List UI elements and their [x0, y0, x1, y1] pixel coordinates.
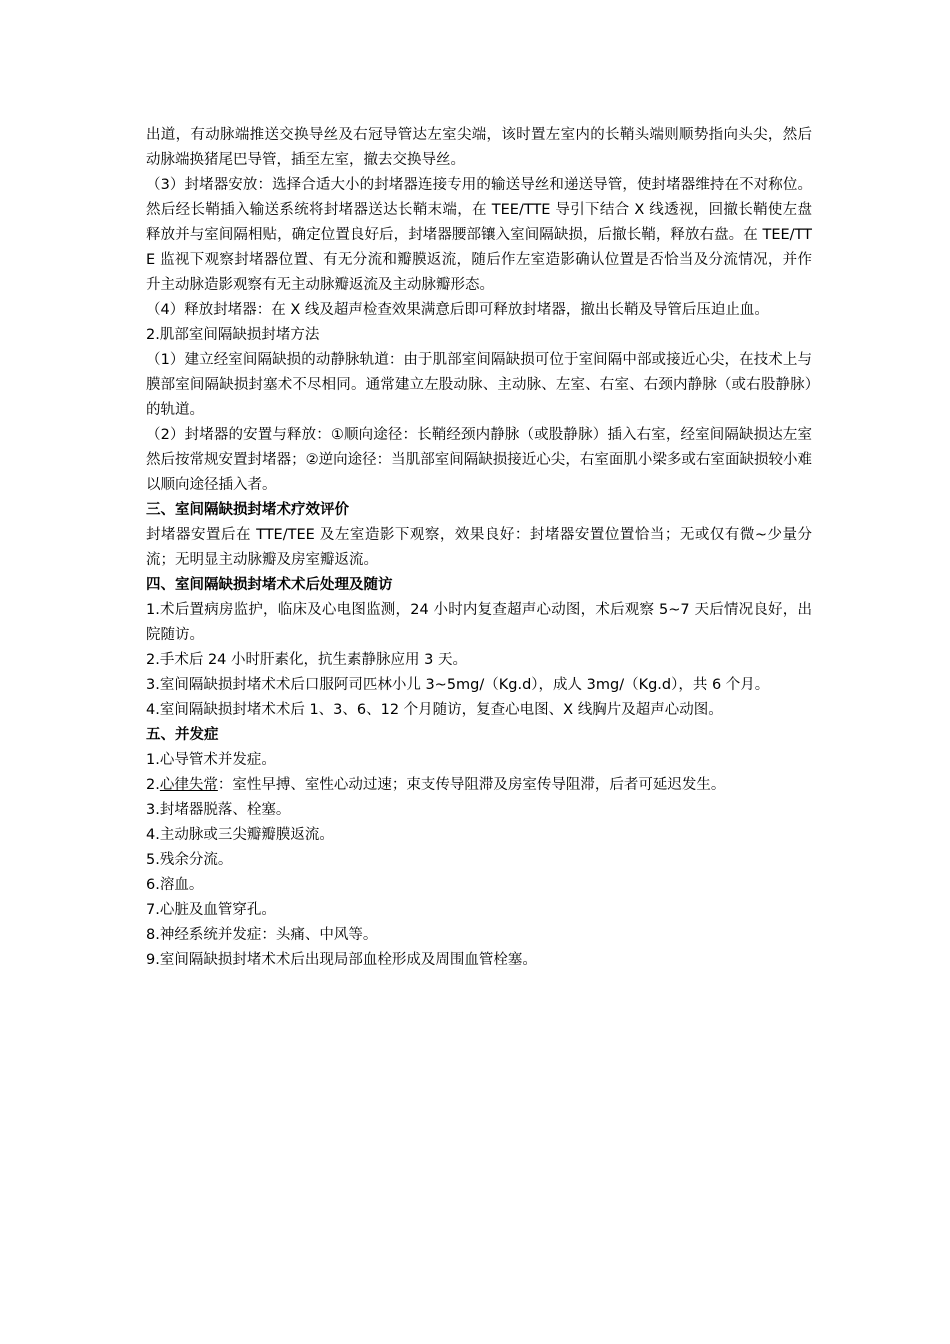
document-body — [146, 123, 812, 973]
list-item-complication-6: 6.溶血。 — [146, 877, 204, 893]
section-heading-efficacy: 三、室间隔缺损封堵术疗效评价 — [146, 502, 349, 518]
list-item-complication-5: 5.残余分流。 — [146, 852, 233, 868]
complication-detail: ：室性早搏、室性心动过速；束支传导阻滞及房室传导阻滞，后者可延迟发生。 — [217, 777, 726, 793]
subheading-muscular-vsd-method: 2.肌部室间隔缺损封堵方法 — [146, 327, 320, 343]
paragraph-arteriovenous-track: （1）建立经室间隔缺损的动静脉轨道：由于肌部室间隔缺损可位于室间隔中部或接近心尖，在技术上与膜部室间隔缺损封塞术不尽相同。通常建立左股动脉、主动脉、左室、右室、右颈内静脉（或右股静脉）的轨道。 — [146, 352, 812, 418]
list-item-complication-3: 3.封堵器脱落、栓塞。 — [146, 802, 291, 818]
list-item-postop-1: 1.术后置病房监护，临床及心电图监测，24 小时内复查超声心动图，术后观察 5~7 天后情况良好，出院随访。 — [146, 602, 812, 643]
paragraph-guidewire-exchange: 出道，有动脉端推送交换导丝及右冠导管达左室尖端，该时置左室内的长鞘头端则顺势指向头尖，然后动脉端换猪尾巴导管，插至左室，撤去交换导丝。 — [146, 127, 812, 168]
section-heading-postop-followup: 四、室间隔缺损封堵术术后处理及随访 — [146, 577, 393, 593]
list-item-complication-1: 1.心导管术并发症。 — [146, 752, 276, 768]
list-item-complication-4: 4.主动脉或三尖瓣瓣膜返流。 — [146, 827, 334, 843]
list-item-complication-9: 9.室间隔缺损封堵术术后出现局部血栓形成及周围血管栓塞。 — [146, 952, 537, 968]
paragraph-occluder-release: （4）释放封堵器：在 X 线及超声检查效果满意后即可释放封堵器，撤出长鞘及导管后压迫止血。 — [146, 302, 769, 318]
paragraph-occluder-placement-release: （2）封堵器的安置与释放：①顺向途径：长鞘经颈内静脉（或股静脉）插入右室，经室间隔缺损达左室然后按常规安置封堵器；②逆向途径：当肌部室间隔缺损接近心尖，右室面肌小梁多或右室面缺损较小难以顺向途径插入者。 — [146, 427, 812, 493]
section-heading-complications: 五、并发症 — [146, 727, 219, 743]
list-item-complication-2 — [146, 773, 812, 798]
list-item-complication-8: 8.神经系统并发症：头痛、中风等。 — [146, 927, 378, 943]
list-item-postop-2: 2.手术后 24 小时肝素化，抗生素静脉应用 3 天。 — [146, 652, 467, 668]
list-item-complication-7: 7.心脏及血管穿孔。 — [146, 902, 276, 918]
list-item-postop-3: 3.室间隔缺损封堵术术后口服阿司匹林小儿 3~5mg/（Kg.d），成人 3mg/（Kg.d），共 6 个月。 — [146, 677, 770, 693]
list-number: 2. — [146, 777, 160, 793]
term-arrhythmia: 心律失常 — [159, 777, 218, 793]
paragraph-efficacy: 封堵器安置后在 TTE/TEE 及左室造影下观察，效果良好：封堵器安置位置恰当；无或仅有微~少量分流；无明显主动脉瓣及房室瓣返流。 — [146, 527, 812, 568]
list-item-postop-4: 4.室间隔缺损封堵术术后 1、3、6、12 个月随访，复查心电图、X 线胸片及超声心动图。 — [146, 702, 723, 718]
paragraph-occluder-placement: （3）封堵器安放：选择合适大小的封堵器连接专用的输送导丝和递送导管，使封堵器维持在不对称位。然后经长鞘插入输送系统将封堵器送达长鞘末端，在 TEE/TTE 导引下结合 X 线透视，回撤长鞘使左盘释放并与室间隔相贴，确定位置良好后，封堵器腰部镶入室间隔缺损，后撤长鞘，释放右盘。在 TEE/TTE 监视下观察封堵器位置、有无分流和瓣膜返流，随后作左室造影确认位置是否恰当及分流情况，并作升主动脉造影观察有无主动脉瓣返流及主动脉瓣形态。 — [146, 177, 812, 293]
